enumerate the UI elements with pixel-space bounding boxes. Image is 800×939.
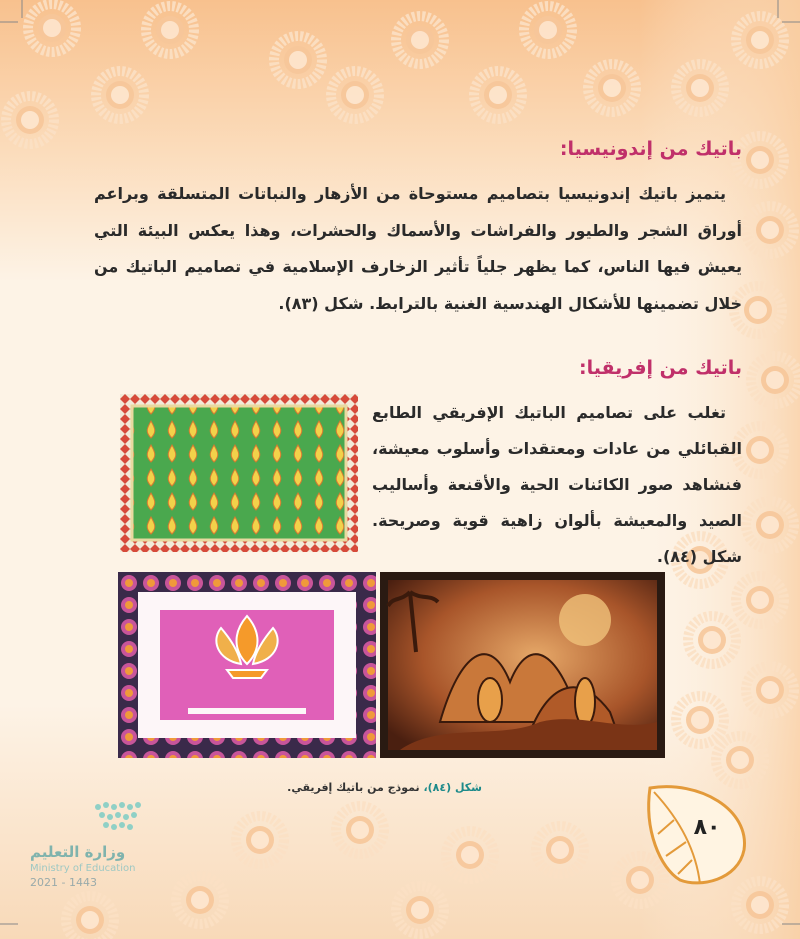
- figure-label: شكل (٨٤)،: [423, 781, 482, 794]
- section-heading-indonesia: باتيك من إندونيسيا:: [559, 138, 742, 160]
- paragraph-indonesia: يتميز باتيك إندونيسيا بتصاميم مستوحاة من الأزهار والنباتات المتسلقة وبراعم أوراق الشجر والطيور والفراشات والأسماك والحشرات، وهذا يعكس البيئة التي يعيش فيها الناس، كما يظهر جلياً تأثير الزخارف الإسلامية في تصاميم الباتيك من خلال تضمينها للأشكال الهندسية الغنية بالترابط. شكل (٨٣).: [94, 184, 742, 313]
- section-heading-africa: باتيك من إفريقيا:: [578, 357, 742, 379]
- green-batik-image: [120, 394, 358, 552]
- ministry-name-english: Ministry of Education: [30, 863, 136, 874]
- african-batik-image: [380, 572, 665, 758]
- page-number: ٨٠: [693, 815, 721, 840]
- figure-caption-text: نموذج من باتيك إفريقي.: [287, 781, 420, 794]
- ministry-year: 2021 - 1443: [30, 876, 97, 889]
- paragraph-africa: تغلب على تصاميم الباتيك الإفريقي الطابع القبائلي من عادات ومعتقدات وأسلوب معيشة، فنشاهد صور الكائنات الحية والأقنعة وأساليب الصيد والمعيشة بألوان زاهية قوية وصريحة. شكل (٨٤).: [372, 403, 742, 566]
- pink-lotus-batik-image: [118, 572, 376, 758]
- figure-caption: [287, 781, 482, 794]
- ministry-name-arabic: وزارة التعليم: [30, 843, 126, 861]
